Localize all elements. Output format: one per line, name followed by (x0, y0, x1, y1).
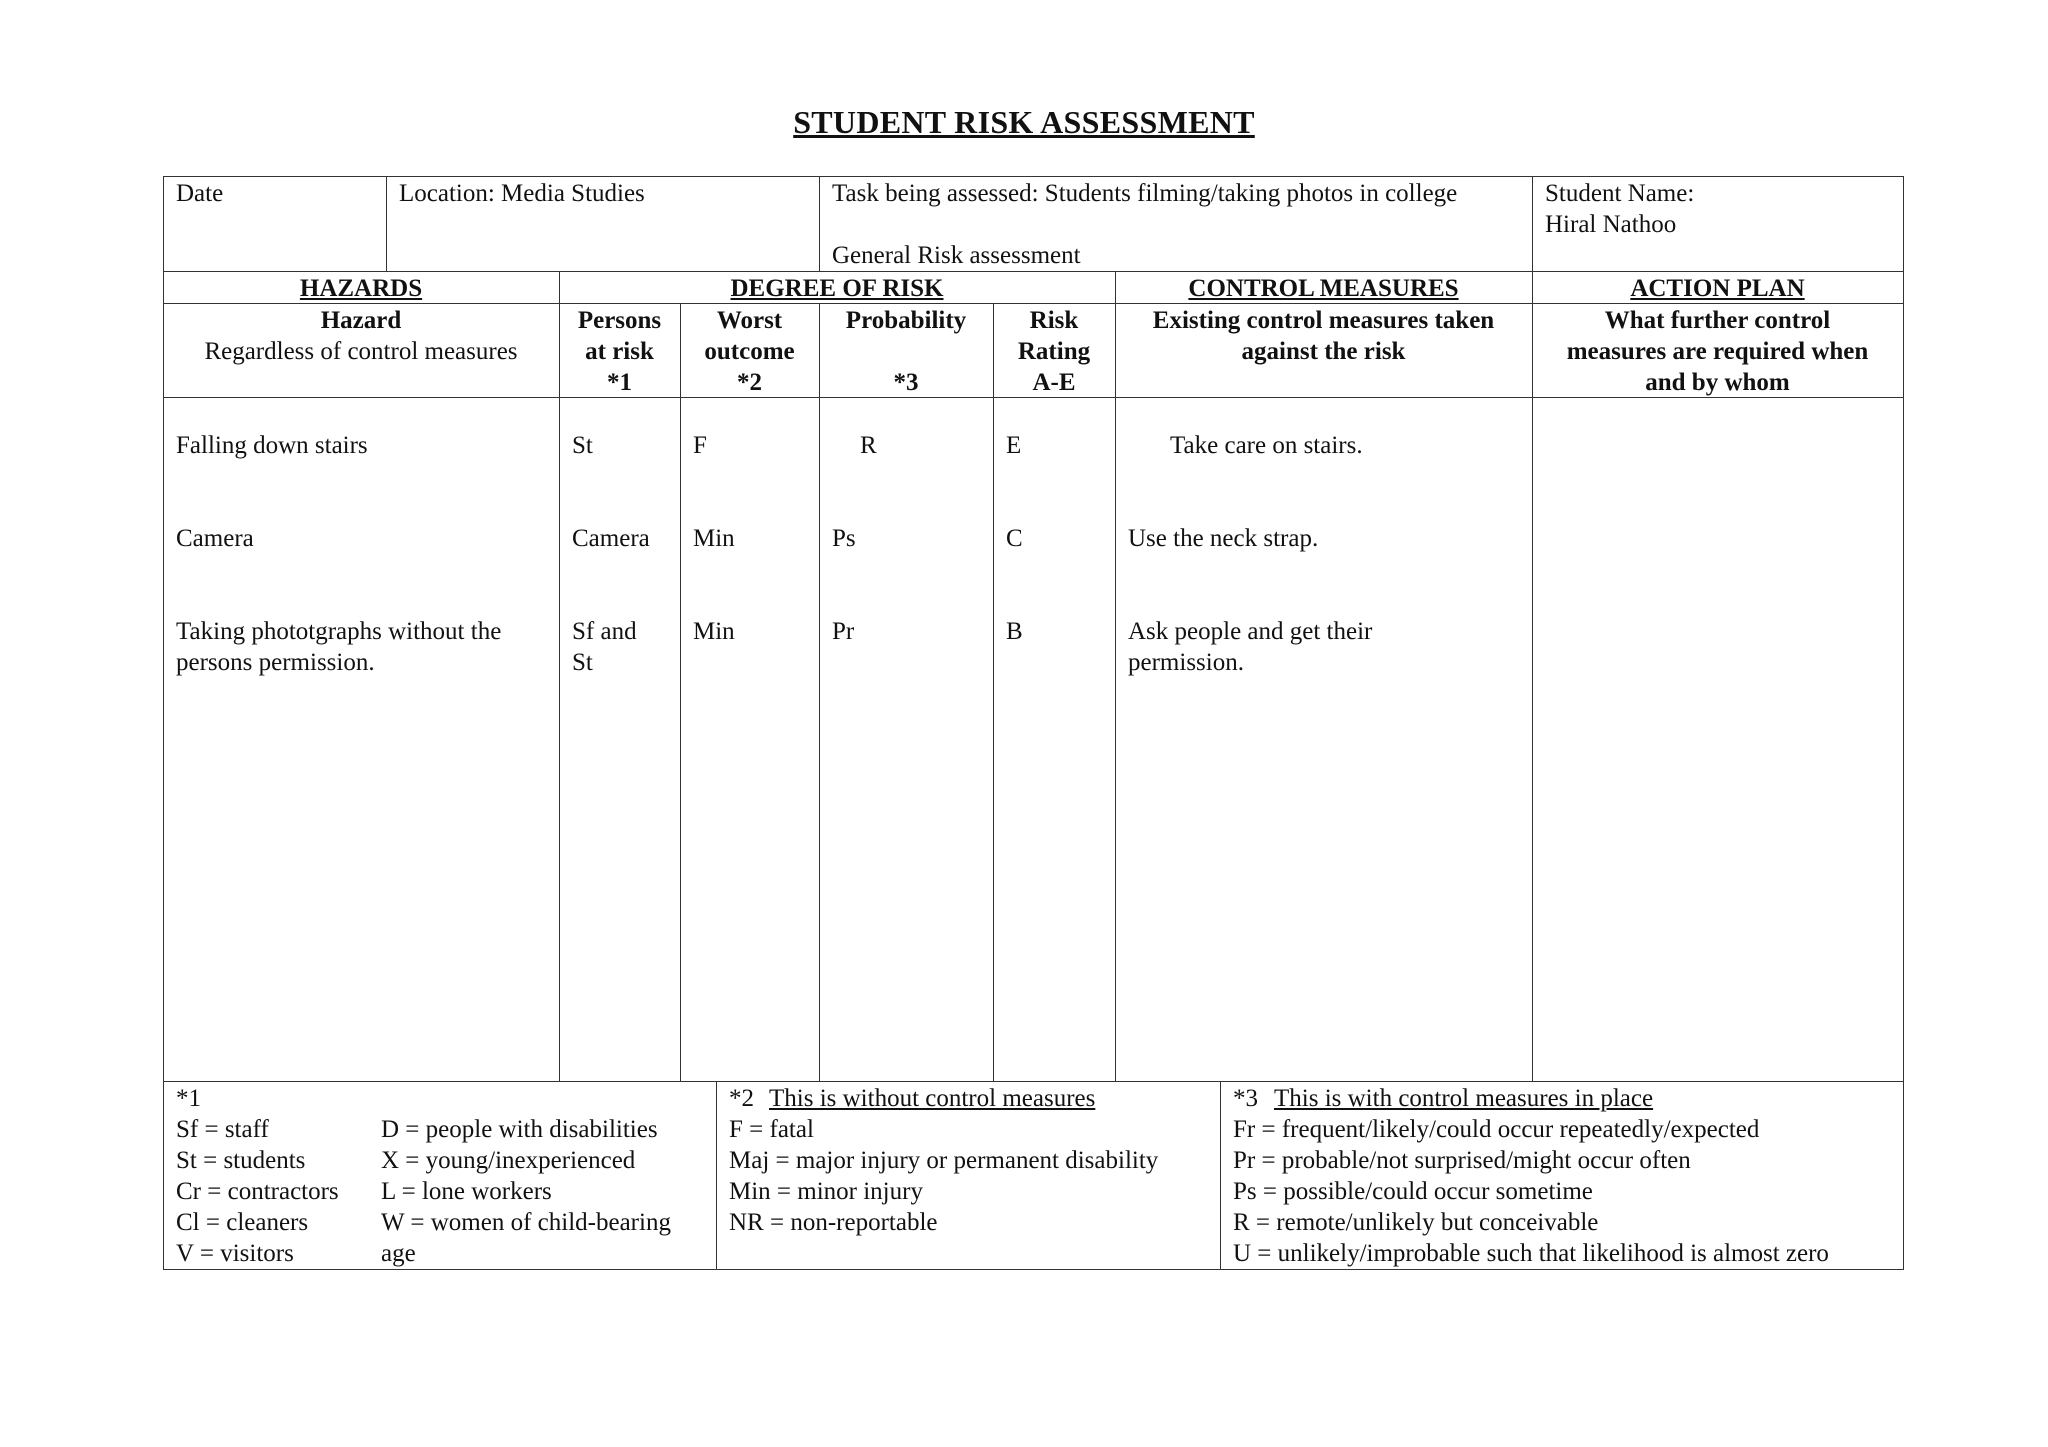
col-further-line: measures are required when (1566, 338, 1869, 365)
legend-heading: *1 (176, 1085, 201, 1112)
location-field: Location: Media Studies (399, 180, 645, 207)
legend-item: Sf = staff (176, 1116, 269, 1143)
section-degree-of-risk: DEGREE OF RISK (730, 275, 944, 302)
rule (716, 1081, 717, 1269)
legend-item: Ps = possible/could occur sometime (1233, 1178, 1593, 1205)
student-name-label: Student Name: (1545, 180, 1695, 207)
persons-cell: Camera (572, 525, 650, 552)
col-existing-line: Existing control measures taken (1152, 307, 1495, 334)
legend-item: Cr = contractors (176, 1178, 339, 1205)
col-rating-line: Risk (1029, 307, 1079, 334)
rating-cell: B (1006, 618, 1023, 645)
persons-cell: Sf and (572, 618, 637, 645)
legend-item: F = fatal (729, 1116, 814, 1143)
legend-item: W = women of child-bearing (381, 1209, 671, 1236)
worst-cell: Min (693, 618, 735, 645)
rule (1115, 303, 1116, 1081)
rule (680, 303, 681, 1081)
worst-cell: Min (693, 525, 735, 552)
hazard-cell: Camera (176, 525, 254, 552)
col-persons-line: *1 (607, 369, 632, 396)
legend-item: St = students (176, 1147, 306, 1174)
student-name-value: Hiral Nathoo (1545, 211, 1677, 238)
rule (163, 176, 1904, 177)
rule (1532, 303, 1533, 1081)
legend-heading: This is without control measures (769, 1085, 1096, 1112)
legend-item: R = remote/unlikely but conceivable (1233, 1209, 1599, 1236)
persons-cell: St (572, 649, 593, 676)
control-cell: permission. (1128, 649, 1244, 676)
rule (1220, 1081, 1221, 1269)
date-label: Date (176, 180, 224, 207)
rating-cell: E (1006, 432, 1022, 459)
legend-item: NR = non-reportable (729, 1209, 938, 1236)
page-title: STUDENT RISK ASSESSMENT (793, 104, 1255, 140)
worst-cell: F (693, 432, 707, 459)
legend-heading: This is with control measures in place (1274, 1085, 1654, 1112)
rule (1903, 176, 1904, 1270)
col-rating-line: A-E (1032, 369, 1076, 396)
legend-item: L = lone workers (381, 1178, 552, 1205)
col-worst-line: Worst (716, 307, 783, 334)
legend-item: X = young/inexperienced (381, 1147, 636, 1174)
col-further-line: and by whom (1645, 369, 1790, 396)
rule (993, 303, 994, 1081)
col-worst-line: *2 (737, 369, 762, 396)
control-cell: Use the neck strap. (1128, 525, 1319, 552)
rule (559, 303, 560, 1081)
col-probability-line: *3 (893, 369, 919, 396)
legend-item: Cl = cleaners (176, 1209, 309, 1236)
section-hazards: HAZARDS (299, 275, 423, 302)
col-worst-line: outcome (704, 338, 795, 365)
col-further-line: What further control (1604, 307, 1831, 334)
rule (163, 1269, 1904, 1270)
col-persons-line: Persons (577, 307, 662, 334)
legend-number: *2 (729, 1085, 754, 1112)
rule (163, 271, 1904, 272)
control-cell: Ask people and get their (1128, 618, 1373, 645)
legend-item: Maj = major injury or permanent disability (729, 1147, 1159, 1174)
col-probability-line: Probability (845, 307, 967, 334)
legend-item: Fr = frequent/likely/could occur repeatedly/expected (1233, 1116, 1760, 1143)
probability-cell: Pr (832, 618, 855, 645)
hazard-cell: persons permission. (176, 649, 375, 676)
col-persons-line: at risk (585, 338, 654, 365)
col-existing-line: against the risk (1241, 338, 1406, 365)
legend-item: U = unlikely/improbable such that likelihood is almost zero (1233, 1240, 1829, 1267)
col-rating-line: Rating (1017, 338, 1091, 365)
legend-item: age (381, 1240, 416, 1267)
legend-item: D = people with disabilities (381, 1116, 658, 1143)
hazard-cell: Falling down stairs (176, 432, 368, 459)
col-hazard-subtitle: Regardless of control measures (204, 338, 518, 365)
rule (819, 303, 820, 1081)
legend-number: *3 (1233, 1085, 1258, 1112)
general-assessment-label: General Risk assessment (832, 242, 1081, 269)
rule (163, 1081, 1904, 1082)
legend-item: Pr = probable/not surprised/might occur often (1233, 1147, 1691, 1174)
rule (1532, 176, 1533, 271)
legend-item: Min = minor injury (729, 1178, 923, 1205)
control-cell: Take care on stairs. (1170, 432, 1363, 459)
rule (819, 176, 820, 271)
legend-item: V = visitors (176, 1240, 294, 1267)
rule (386, 176, 387, 271)
hazard-cell: Taking phototgraphs without the (176, 618, 502, 645)
probability-cell: Ps (832, 525, 856, 552)
probability-cell: R (860, 432, 877, 459)
rating-cell: C (1006, 525, 1023, 552)
section-control-measures: CONTROL MEASURES (1188, 275, 1459, 302)
task-field: Task being assessed: Students filming/taking photos in college (832, 180, 1458, 207)
section-action-plan: ACTION PLAN (1630, 275, 1805, 302)
persons-cell: St (572, 432, 593, 459)
col-hazard-title: Hazard (320, 307, 402, 334)
